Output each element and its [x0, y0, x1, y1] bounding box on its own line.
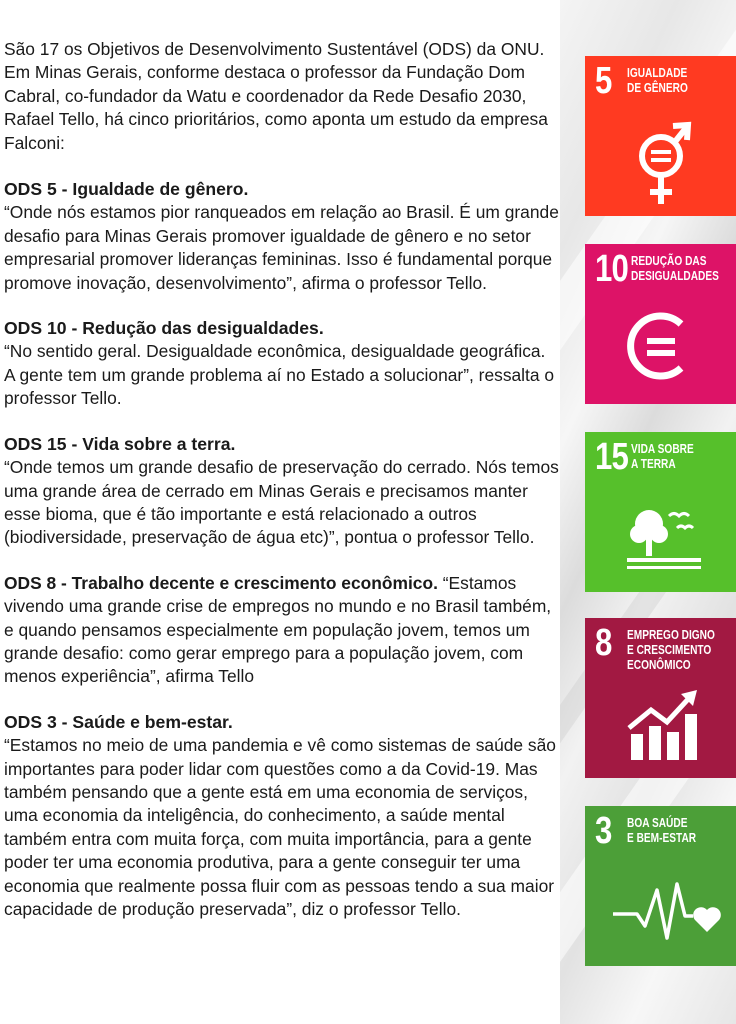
tile-label — [631, 441, 694, 471]
tile-label-line: DESIGUALDADES — [631, 268, 719, 283]
section-body: “No sentido geral. Desigualdade econômica, desigualdade geográfica. A gente tem um grande problema aí no Estado a solucionar”, ressalta o professor Tello. — [4, 341, 555, 409]
intro-paragraph: São 17 os Objetivos de Desenvolvimento Sustentável (ODS) da ONU. Em Minas Gerais, conforme destaca o professor da Fundação Dom Cabral, co-fundador da Watu e coordenador da Rede Desafio 2030, Rafael Tello, há cinco prioritários, como aponta um estudo da empresa Falconi: — [4, 39, 548, 153]
section-ods15 — [4, 433, 559, 550]
tile-label-line: ECONÔMICO — [627, 657, 691, 672]
tile-label-line: IGUALDADE — [627, 65, 688, 80]
section-ods10 — [4, 317, 559, 411]
tile-label-line: DE GÊNERO — [627, 80, 688, 95]
tile-label — [627, 815, 696, 845]
tile-number: 3 — [595, 810, 612, 852]
tile-label — [627, 627, 715, 672]
section-title: ODS 5 - Igualdade de gênero. — [4, 179, 249, 200]
tile-label-line: REDUÇÃO DAS — [631, 253, 707, 268]
tile-label-line: A TERRA — [631, 456, 676, 471]
gender-equality-icon — [633, 120, 693, 208]
sdg-tile-10 — [585, 244, 736, 404]
life-on-land-icon — [625, 498, 705, 578]
tile-label — [627, 65, 688, 95]
section-body: “Onde temos um grande desafio de preservação do cerrado. Nós temos uma grande área de cerrado em Minas Gerais e precisamos manter esse bioma, que é tão importante e está relacionado a outros (biodiversidade, preservação de água etc)”, pontua o professor Tello. — [4, 457, 559, 548]
section-title: ODS 8 - Trabalho decente e crescimento econômico. — [4, 572, 438, 593]
tile-label-line: E CRESCIMENTO — [627, 642, 712, 657]
sdg-tile-5 — [585, 56, 736, 216]
tile-label-line: VIDA SOBRE — [631, 441, 694, 456]
tile-number: 15 — [595, 436, 629, 478]
tile-label-line: EMPREGO DIGNO — [627, 627, 715, 642]
section-paragraph — [4, 572, 559, 689]
section-body: “Estamos no meio de uma pandemia e vê como sistemas de saúde são importantes para poder lidar com questões como a da Covid-19. Mas também pensando que a gente está em uma economia de serviços, uma economia da inteligência, do conhecimento, a saúde mental também entra com muita força, com muita importância, para a gente poder ter uma economia produtiva, para a gente conseguir ter uma economia que realmente possa fluir com as pessoas tendo a sua maior capacidade de produção preservada”, diz o professor Tello. — [4, 735, 556, 919]
section-title: ODS 10 - Redução das desigualdades. — [4, 318, 324, 339]
section-ods8 — [4, 572, 559, 689]
sdg-tile-8 — [585, 618, 736, 778]
section-ods5 — [4, 178, 559, 295]
article-text — [4, 38, 559, 943]
section-body: “Onde nós estamos pior ranqueados em relação ao Brasil. É um grande desafio para Minas Gerais promover igualdade de gênero e no setor empresarial promover lideranças femininas. Isso é fundamental porque promove inovação, desenvolvimento”, afirma o professor Tello. — [4, 202, 559, 293]
tile-number: 10 — [595, 248, 629, 290]
tile-label-line: E BEM-ESTAR — [627, 830, 697, 845]
decent-work-icon — [625, 688, 701, 764]
sdg-tile-3 — [585, 806, 736, 966]
section-body: “Estamos vivendo uma grande crise de empregos no mundo e no Brasil também, e quando pensamos especialmente em população jovem, temos um grande desafio: como gerar emprego para a população jovem, com menos experiência”, afirma Tello — [4, 572, 552, 687]
section-title: ODS 15 - Vida sobre a terra. — [4, 433, 236, 454]
good-health-icon — [611, 876, 723, 946]
sdg-tile-15 — [585, 432, 736, 592]
section-title: ODS 3 - Saúde e bem-estar. — [4, 711, 233, 732]
reduced-inequalities-icon — [625, 310, 697, 382]
section-ods3 — [4, 711, 559, 922]
tile-number: 8 — [595, 622, 612, 664]
tile-number: 5 — [595, 60, 612, 102]
tile-label — [631, 253, 719, 283]
tile-label-line: BOA SAÚDE — [627, 815, 688, 830]
